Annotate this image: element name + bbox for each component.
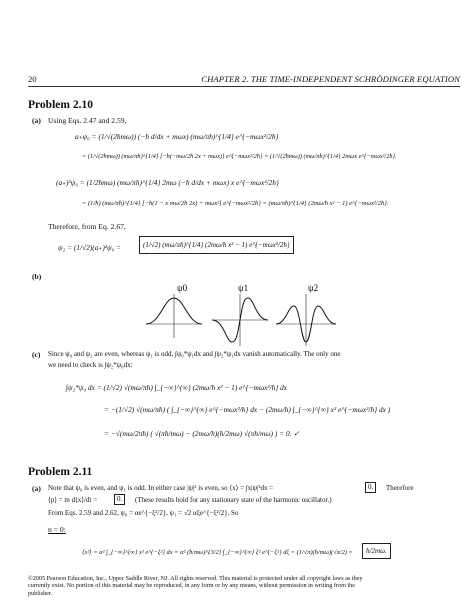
p211-part-a-label: (a) — [32, 484, 41, 493]
part-c-eq-3: = −√(mω/2πħ) ( √(πħ/mω) − (2mω/ħ)(ħ/2mω) √(πħ/mω) ) = 0. ✓ — [104, 429, 300, 438]
part-c-line-1: Since ψ₀ and ψ₂ are even, whereas ψ₁ is odd, ∫ψ₀*ψ₁dx and ∫ψ₂*ψ₁dx vanish automatically. The only one — [48, 350, 341, 358]
part-b-label: (b) — [32, 272, 42, 281]
page-number: 20 — [28, 74, 37, 84]
part-c-eq-1: ∫ψ₂*ψ₀ dx = (1/√2) √(mω/πħ) ∫_{−∞}^{∞} (2mω/ħ x² − 1) e^{−mωx²/ħ} dx — [66, 383, 288, 392]
eq-line-3: (a₊)²ψ₀ = (1/2ħmω) (mω/πħ)^{1/4} 2mω (−ħ d/dx + mωx) x e^{−mωx²/2ħ} — [56, 178, 279, 187]
p211-line-2-end: (These results hold for any stationary state of the harmonic oscillator.) — [135, 496, 332, 504]
copyright-footer — [28, 575, 458, 597]
psi0-label: ψ0 — [177, 283, 188, 293]
psi1-label: ψ1 — [238, 283, 249, 293]
chapter-title: CHAPTER 2. THE TIME-INDEPENDENT SCHRÖDINGER EQUATION — [201, 74, 460, 84]
boxed-zero-2: 0. — [114, 494, 125, 505]
eq-line-2: = (1/√(2ħmω)) (mω/πħ)^{1/4} [−ħ(−mω/2ħ 2x + mωx)] e^{−mωx²/2ħ} = (1/√(2ħmω)) (mω/πħ)^{1/4} 2mωx e^{−mωx²/2ħ}. — [82, 153, 397, 160]
psi2-lhs: ψ₂ = (1/√2)(a₊)²ψ₀ = — [58, 243, 121, 252]
n0-label: n = 0: — [48, 525, 66, 534]
footer-line-1: ©2005 Pearson Education, Inc., Upper Saddle River, NJ. All rights reserved. This material is protected under all copyright laws as they — [28, 575, 363, 582]
wavefunction-plots — [140, 280, 340, 350]
psi1-plot — [212, 283, 268, 346]
eq-line-1: a₊ψ₀ = (1/√(2ħmω)) (−ħ d/dx + mωx) (mω/πħ)^{1/4} e^{−mωx²/2ħ} — [75, 132, 279, 141]
psi2-plot — [276, 283, 336, 346]
problem-2-11-heading: Problem 2.11 — [28, 466, 93, 478]
therefore-text: Therefore, from Eq. 2.67, — [48, 222, 126, 231]
x2-equation: ⟨x²⟩ = α² ∫_{−∞}^{∞} x² e^{−ξ²} dx = α² (ħ/mω)^{3/2} ∫_{−∞}^{∞} ξ² e^{−ξ²} dξ = (1/√π)(ħ/mω)(√π/2) = — [82, 549, 353, 556]
p211-line-2-start: ⟨p⟩ = m d⟨x⟩/dt = — [48, 496, 98, 504]
header-rule — [28, 86, 460, 87]
part-a-label: (a) — [32, 116, 41, 125]
part-c-eq-2: = −(1/√2) √(mω/πħ) ( ∫_{−∞}^{∞} e^{−mωx²/ħ} dx − (2mω/ħ) ∫_{−∞}^{∞} x² e^{−mωx²/ħ} dx ) — [104, 405, 391, 414]
footer-line-3: publisher. — [28, 589, 53, 597]
footer-line-2: currently exist. No portion of this material may be reproduced, in any form or by any means, without permission in writing from the — [28, 582, 356, 590]
psi0-plot — [146, 283, 202, 338]
boxed-zero-1: 0. — [365, 482, 376, 493]
psi2-boxed-result: (1/√2) (mω/πħ)^{1/4} (2mω/ħ x² − 1) e^{−mωx²/2ħ} — [139, 236, 294, 254]
part-c-line-2: we need to check is ∫ψ₂*ψ₀dx: — [48, 361, 133, 369]
part-c-label: (c) — [32, 350, 41, 359]
p211-line-3: From Eqs. 2.59 and 2.62, ψ₀ = αe^{−ξ²/2}, ψ₁ = √2 αξe^{−ξ²/2}. So — [48, 509, 239, 517]
p211-line-1: Note that ψ₀ is even, and ψ₁ is odd. In either case |ψ|² is even, so ⟨x⟩ = ∫x|ψ|²dx = — [48, 484, 274, 492]
x2-boxed-result: ħ/2mω. — [362, 543, 391, 559]
problem-2-10-heading: Problem 2.10 — [28, 99, 93, 111]
eq-line-4: = (1/ħ) (mω/πħ)^{1/4} [−ħ(1 − x mω/2ħ 2x) + mωx²] e^{−mωx²/2ħ} = (mω/πħ)^{1/4} (2mω/ħ x² − 1) e^{−mωx²/2ħ}. — [82, 200, 389, 207]
part-a-intro: Using Eqs. 2.47 and 2.59, — [48, 116, 127, 125]
p211-line-1-end: Therefore — [386, 484, 414, 492]
psi2-label: ψ2 — [308, 283, 319, 293]
